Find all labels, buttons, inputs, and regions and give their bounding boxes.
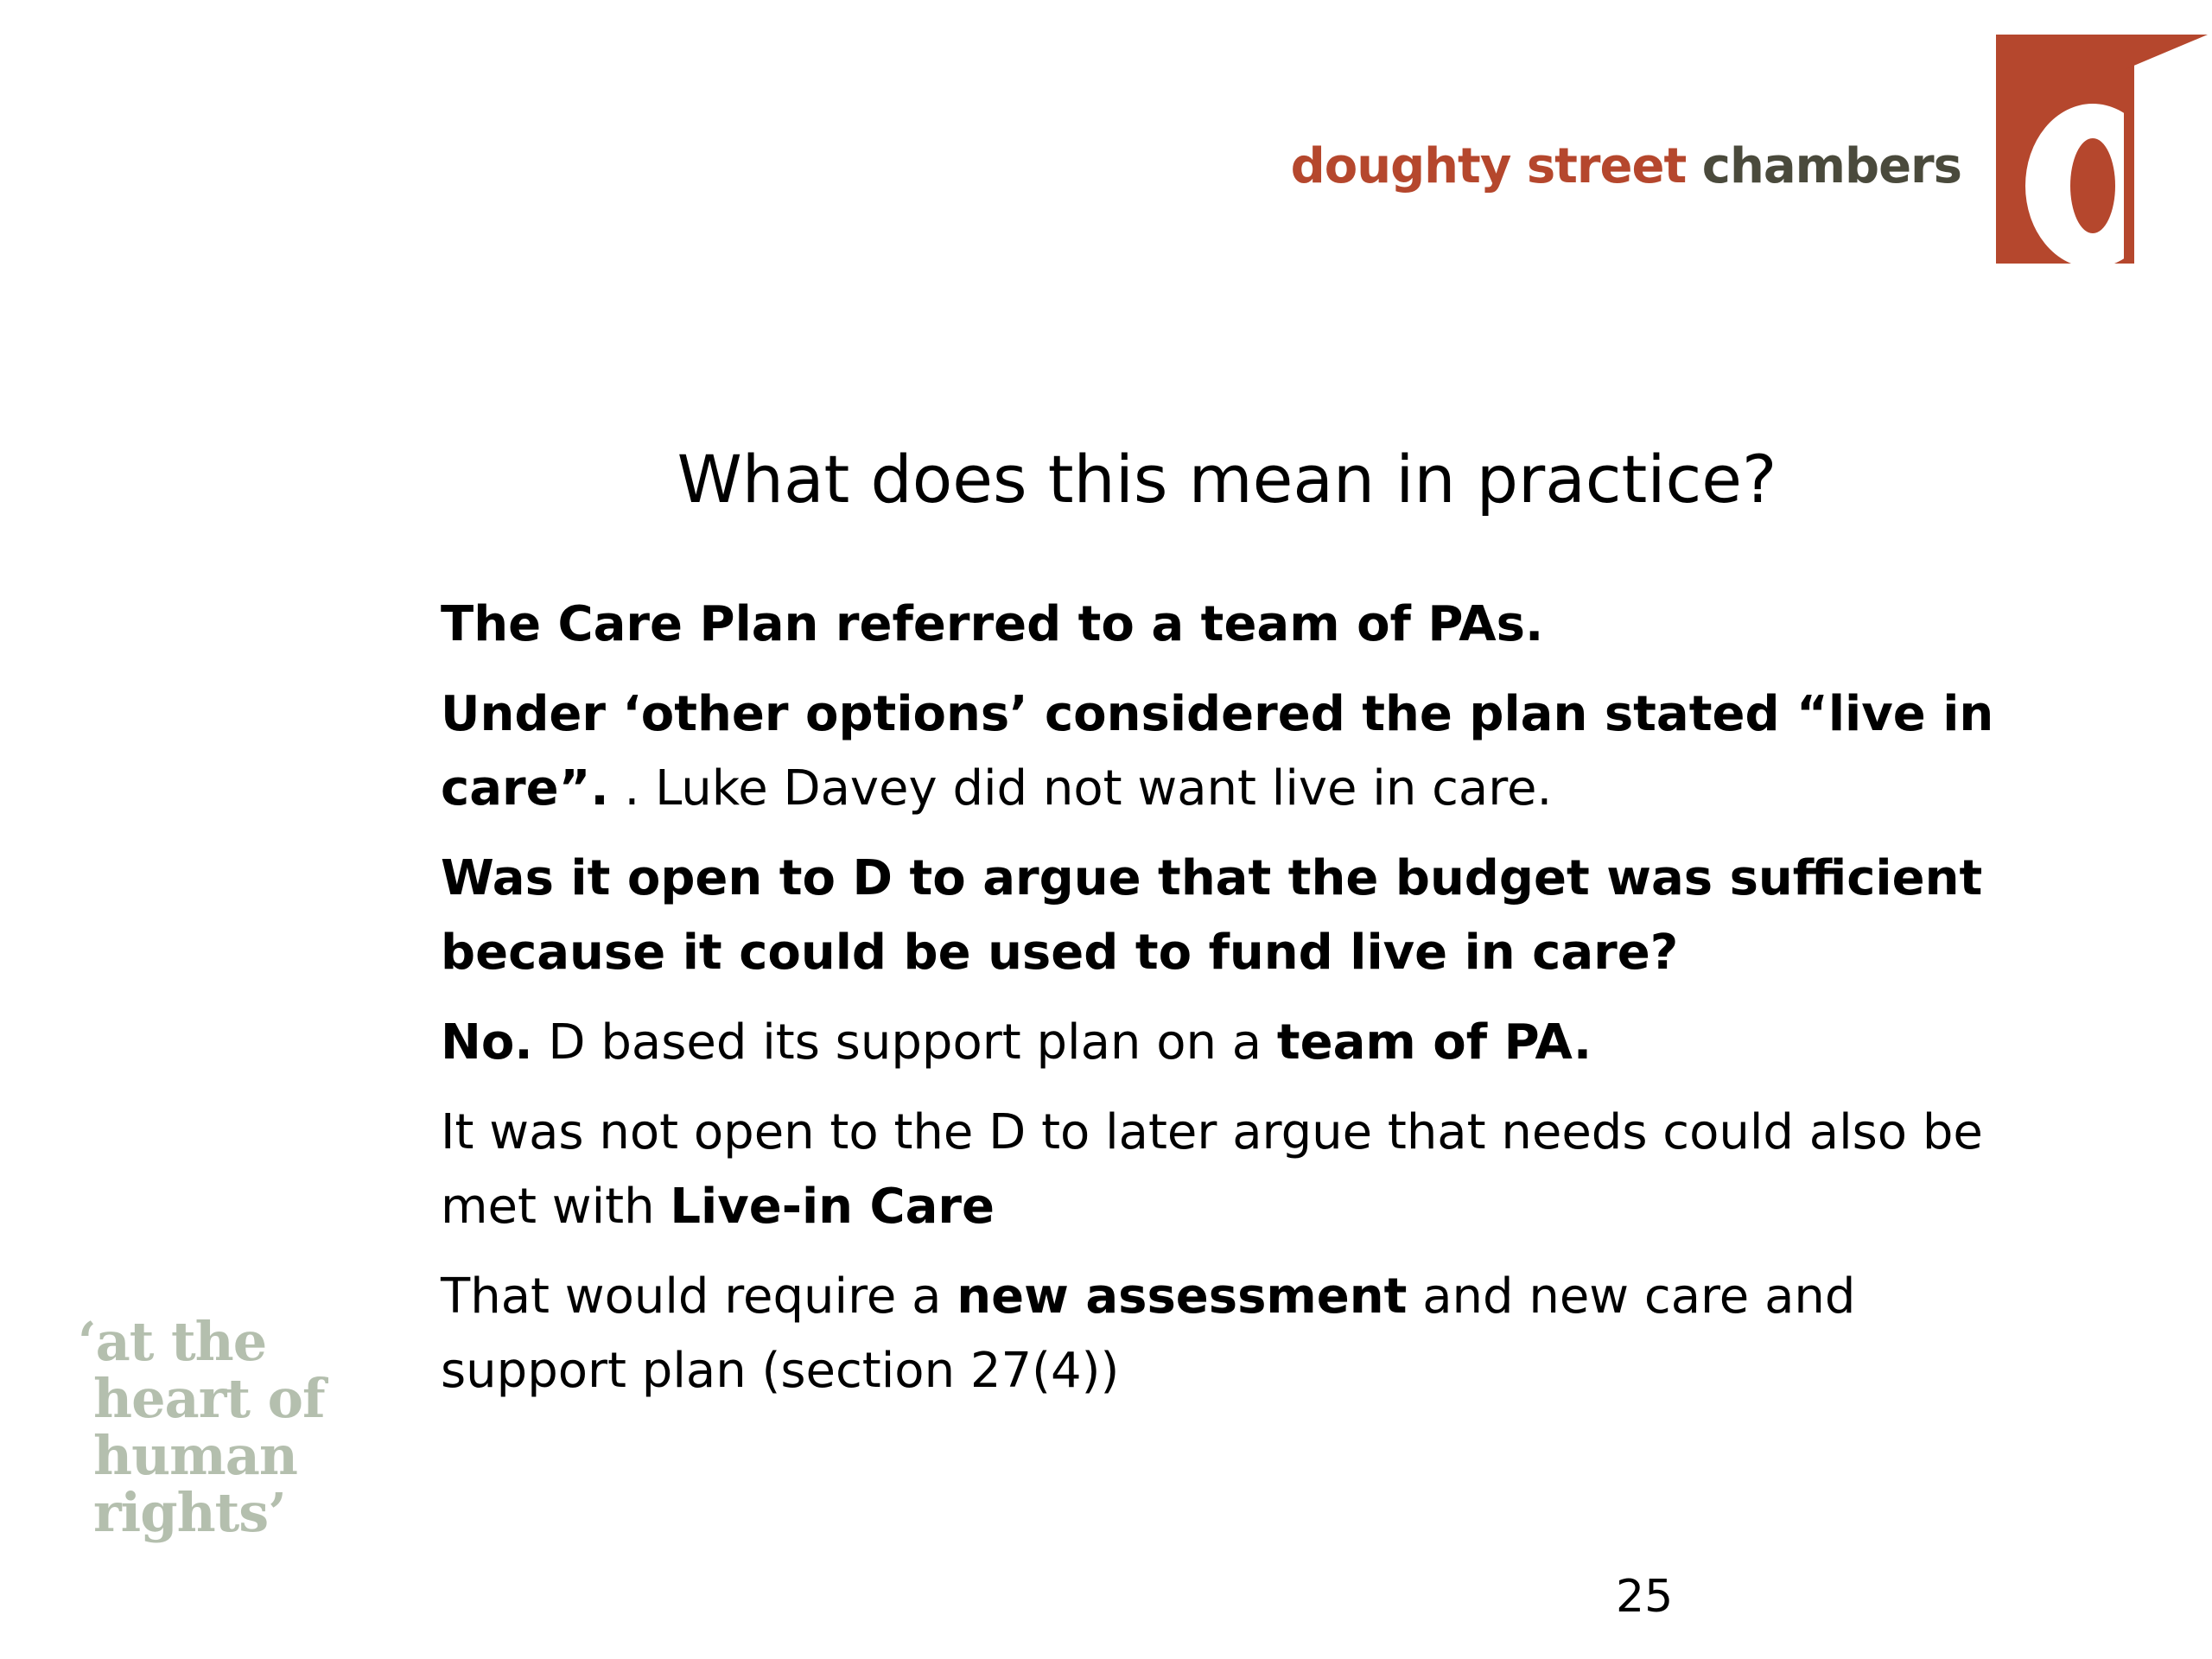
slide-title: What does this mean in practice?: [677, 441, 1777, 518]
tagline: [78, 1310, 372, 1544]
brand-word-chambers: chambers: [1701, 138, 1961, 194]
text-bold: Live-in Care: [670, 1179, 995, 1235]
text-normal: D based its support plan on a: [532, 1014, 1277, 1071]
text-bold: No.: [441, 1014, 533, 1071]
tagline-line: ‘at the: [78, 1310, 267, 1373]
text-bold: The Care Plan referred to a team of PAs.: [441, 596, 1544, 652]
tagline-line: rights’: [93, 1481, 286, 1544]
paragraph-other-options: [441, 677, 1996, 826]
tagline-line: heart of: [93, 1367, 325, 1430]
paragraph-new-assessment: [441, 1260, 1996, 1408]
brand-wordmark: [1123, 138, 1961, 194]
tagline-line: human: [93, 1424, 298, 1487]
text-bold: new assessment: [957, 1268, 1408, 1325]
text-normal: It was not open to the D to later argue that needs could also be met with: [441, 1104, 1983, 1235]
text-bold: Under ‘other options’ considered the plan stated “live in care”.: [441, 686, 1994, 817]
text-bold: team of PA.: [1276, 1014, 1592, 1071]
doughty-street-d-logo-icon: [1996, 35, 2212, 264]
slide-body: [441, 588, 1996, 1424]
text-normal: . Luke Davey did not want live in care.: [608, 760, 1553, 817]
paragraph-care-plan: [441, 588, 1996, 662]
text-normal: and new care and support plan (section 27(4)): [441, 1268, 1856, 1399]
brand-word-street: street: [1526, 138, 1687, 194]
brand-word-doughty: doughty: [1290, 138, 1511, 194]
paragraph-question: [441, 842, 1996, 990]
paragraph-answer: [441, 1006, 1996, 1080]
paragraph-not-open: [441, 1096, 1996, 1244]
text-normal: That would require a: [441, 1268, 957, 1325]
page-number: 25: [1616, 1571, 1674, 1623]
text-bold: Was it open to D to argue that the budget was sufficient because it could be used to fund live in care?: [441, 850, 1983, 981]
